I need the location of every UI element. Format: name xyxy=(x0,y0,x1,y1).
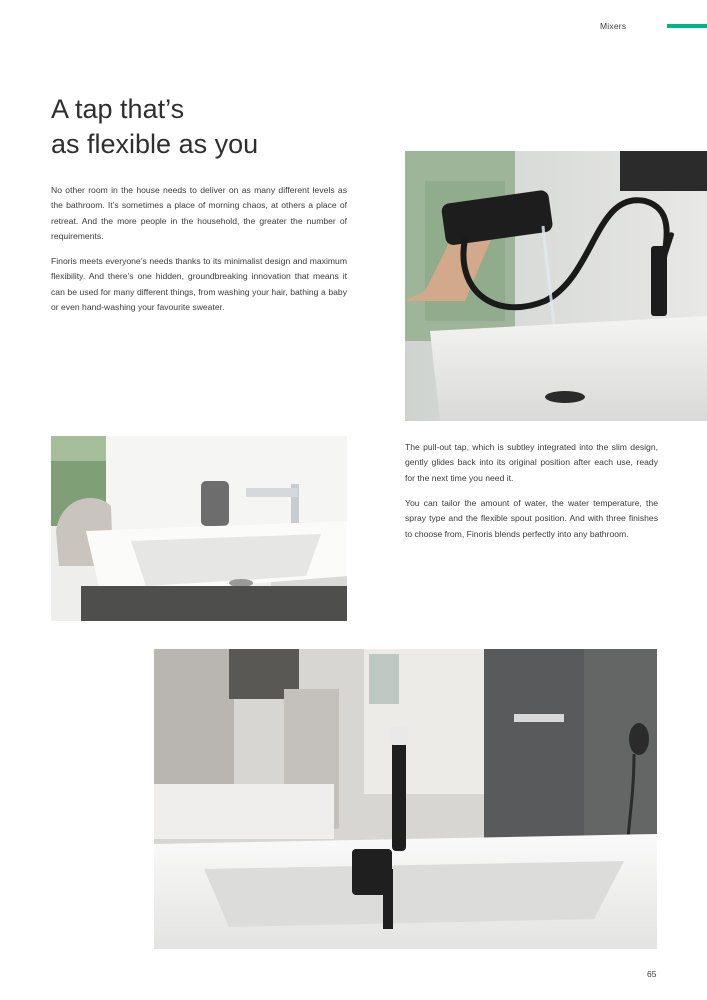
section-accent-bar xyxy=(667,24,707,28)
finoris-paragraph: Finoris meets everyone’s needs thanks to its minimalist design and maximum flexibility. And there’s one hidden, groundbreaking innovation that means it can be used for many different things, from washing your hair, bathing a baby or even hand-washing your favourite sweater. xyxy=(51,256,347,312)
pull-out-spray-photo xyxy=(405,151,707,421)
page-title xyxy=(51,92,381,162)
pull-out-paragraph: The pull-out tap, which is subtley integrated into the slim design, gently glides back into its original position after each use, ready for the next time you need it. xyxy=(405,442,658,483)
black-mixer-bathroom-photo xyxy=(154,649,657,949)
page-number: 65 xyxy=(647,969,657,979)
tailor-paragraph: You can tailor the amount of water, the water temperature, the spray type and the flexible spout position. And with three finishes to choose from, Finoris blends perfectly into any bathroom. xyxy=(405,498,658,539)
title-line-1: A tap that’s xyxy=(51,94,185,124)
section-label: Mixers xyxy=(600,21,627,31)
title-line-2: as flexible as you xyxy=(51,129,259,159)
intro-paragraph: No other room in the house needs to deliver on as many different levels as the bathroom. It’s sometimes a place of morning chaos, at others a place of retreat. And the more people in the household, the greater the number of requirements. xyxy=(51,185,347,241)
chrome-tap-washbasin-photo xyxy=(51,436,347,621)
